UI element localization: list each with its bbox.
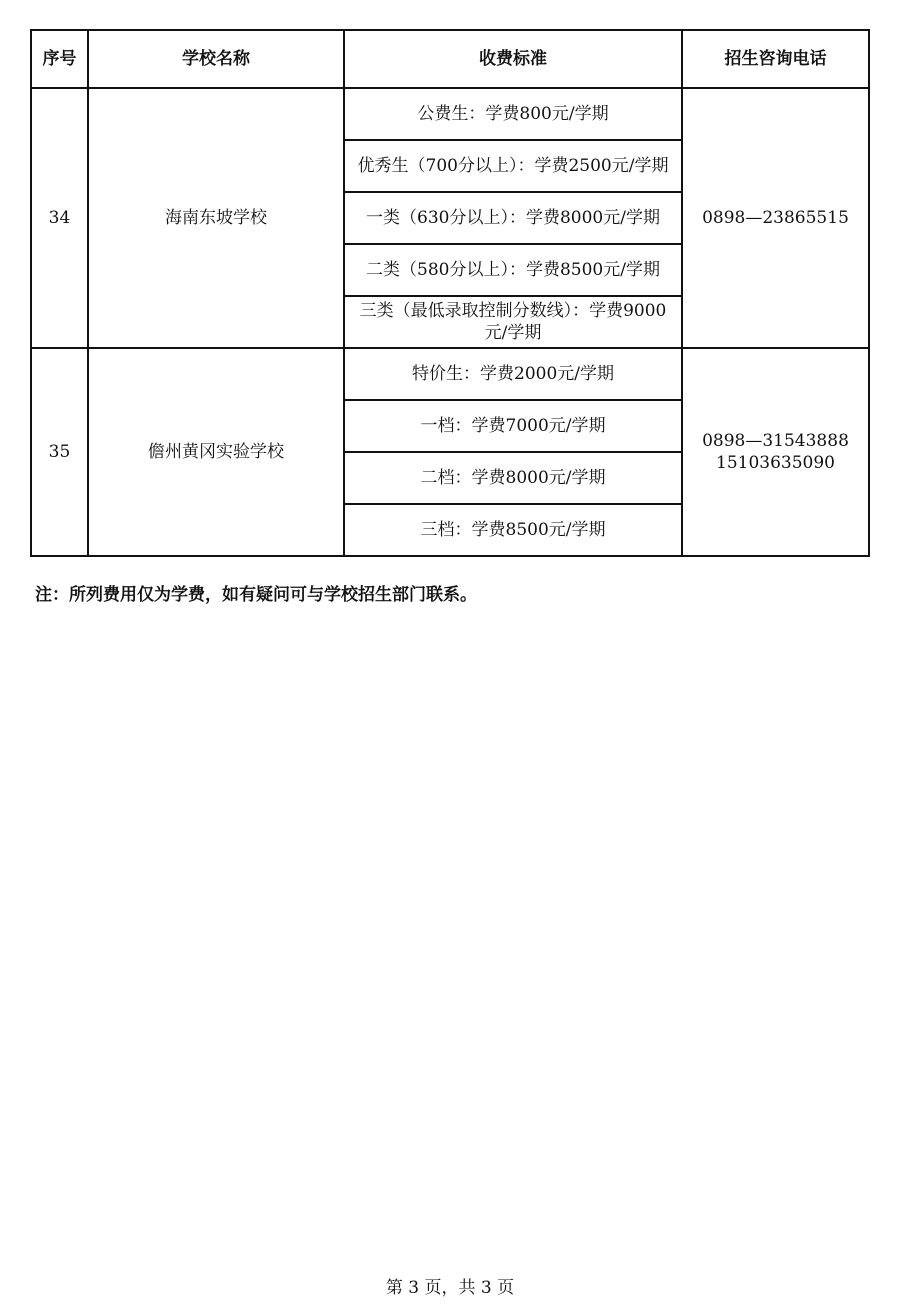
- fee-item: 三档：学费8500元/学期: [344, 504, 682, 556]
- fee-item: 三类（最低录取控制分数线）：学费9000元/学期: [344, 296, 682, 348]
- fee-item: 二类（580分以上）：学费8500元/学期: [344, 244, 682, 296]
- fee-item: 一档：学费7000元/学期: [344, 400, 682, 452]
- fee-item: 特价生：学费2000元/学期: [344, 348, 682, 400]
- header-school-name: 学校名称: [88, 30, 344, 88]
- fee-item: 一类（630分以上）：学费8000元/学期: [344, 192, 682, 244]
- footnote: 注：所列费用仅为学费，如有疑问可与学校招生部门联系。: [35, 585, 477, 605]
- fee-table: [30, 29, 870, 557]
- header-fee-standard: 收费标准: [344, 30, 682, 88]
- fee-item: 优秀生（700分以上）：学费2500元/学期: [344, 140, 682, 192]
- page-number: 第 3 页，共 3 页: [385, 1278, 515, 1298]
- header-phone: 招生咨询电话: [682, 30, 869, 88]
- row-school-name: 海南东坡学校: [88, 88, 344, 348]
- row-seq: 34: [31, 88, 88, 348]
- row-school-name: 儋州黄冈实验学校: [88, 348, 344, 556]
- phone-number: 0898—23865515: [702, 208, 849, 228]
- row-phone: [682, 348, 869, 556]
- phone-number: 0898—31543888: [702, 431, 849, 451]
- fee-item: 二档：学费8000元/学期: [344, 452, 682, 504]
- phone-number: 15103635090: [716, 453, 835, 473]
- table-header-row: [31, 30, 869, 88]
- table-row: [31, 88, 869, 140]
- row-phone: [682, 88, 869, 348]
- header-seq: 序号: [31, 30, 88, 88]
- table-row: [31, 348, 869, 400]
- row-seq: 35: [31, 348, 88, 556]
- fee-item: 公费生：学费800元/学期: [344, 88, 682, 140]
